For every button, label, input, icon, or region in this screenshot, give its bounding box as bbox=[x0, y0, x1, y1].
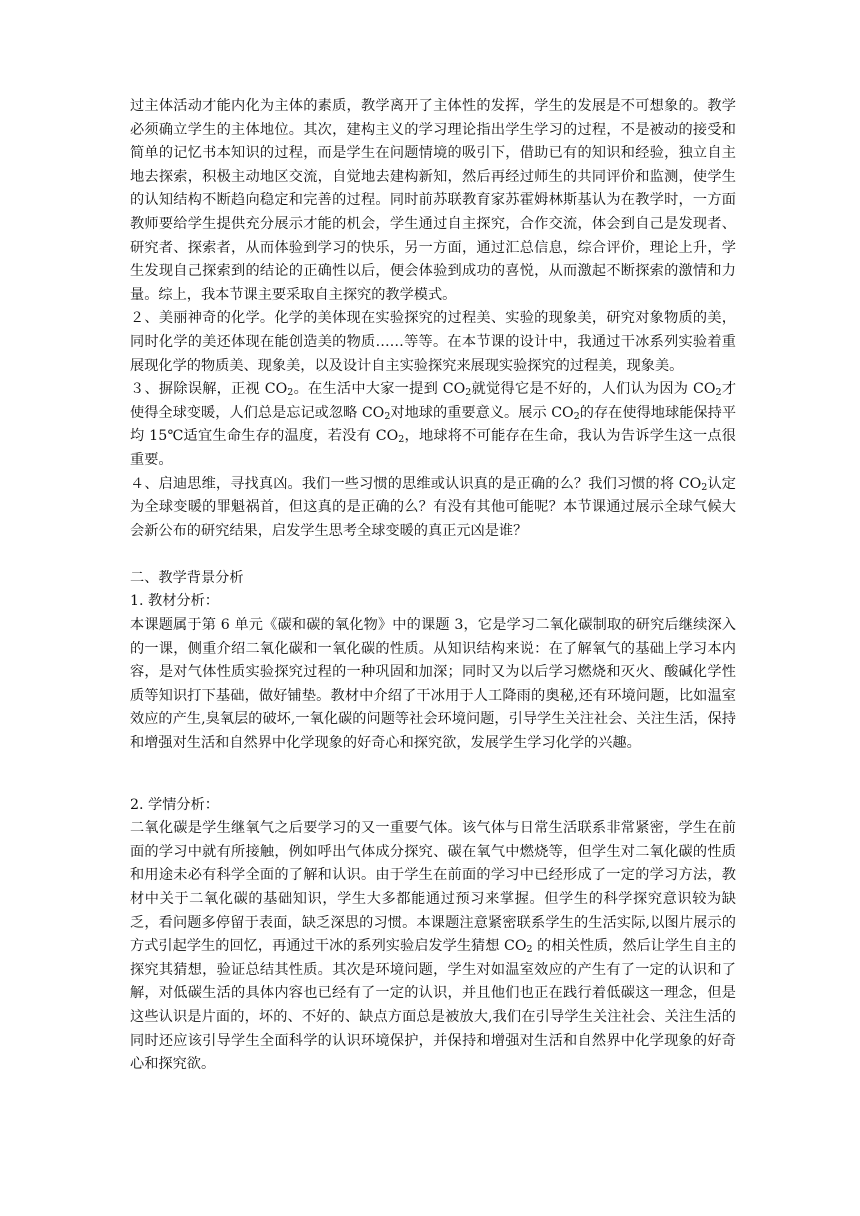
point-3-paragraph: ３、摒除误解，正视 $CO_2$。在生活中大家一提到 $CO_2$就觉得它是不好的，人们认为因为 $CO_2$才使得全球变暖，人们总是忘记或忽略 $CO_2$对地球的重要意义。展示 $CO_2$的存在使得地球能保持平均 15℃适宜生命生存的温度，若没有 $CO_2$，地球将不可能存在生命，我认为告诉学生这一点很重要。 bbox=[130, 381, 737, 468]
intro-paragraph: 过主体活动才能内化为主体的素质，教学离开了主体性的发挥，学生的发展是不可想象的。教学必须确立学生的主体地位。其次，建构主义的学习理论指出学生学习的过程，不是被动的接受和简单的记忆书本知识的过程，而是学生在问题情境的吸引下，借助已有的知识和经验，独立自主地去探索，积极主动地区交流，自觉地去建构新知，然后再经过师生的共同评价和监测，使学生的认知结构不断趋向稳定和完善的过程。同时前苏联教育家苏霍姆林斯基认为在教学时，一方面教师要给学生提供充分展示才能的机会，学生通过自主探究，合作交流，体会到自己是发现者、研究者、探索者，从而体验到学习的快乐，另一方面，通过汇总信息，综合评价，理论上升，学生发现自己探索到的结论的正确性以后，便会体验到成功的喜悦，从而激起不断探索的激情和力量。综上，我本节课主要采取自主探究的教学模式。 bbox=[130, 98, 736, 303]
student-analysis-paragraph: 二氧化碳是学生继氧气之后要学习的又一重要气体。该气体与日常生活联系非常紧密，学生在前面的学习中就有所接触，例如呼出气体成分探究、碳在氧气中燃烧等，但学生对二氧化碳的性质和用途未必有科学全面的了解和认识。由于学生在前面的学习中已经形成了一定的学习方法，教材中关于二氧化碳的基础知识，学生大多都能通过预习来掌握。但学生的科学探究意识较为缺乏，看问题多停留于表面，缺乏深思的习惯。本课题注意紧密联系学生的生活实际,以图片展示的方式引起学生的回忆，再通过干冰的系列实验启发学生猜想 $CO_2$ 的相关性质，然后让学生自主的探究其猜想，验证总结其性质。其次是环境问题，学生对如温室效应的产生有了一定的认识和了解，对低碳生活的具体内容也已经有了一定的认识，并且他们也正在践行着低碳这一理念，但是这些认识是片面的，坏的、不好的、缺点方面总是被放大,我们在引导学生关注社会、关注生活的同时还应该引导学生全面科学的认识环境保护，并保持和增强对生活和自然界中化学现象的好奇心和探究欲。 bbox=[130, 820, 737, 1073]
spacer bbox=[130, 543, 736, 567]
spacer bbox=[130, 756, 736, 794]
point-2-paragraph: ２、美丽神奇的化学。化学的美体现在实验探究的过程美、实验的现象美，研究对象物质的美，同时化学的美还体现在能创造美的物质……等等。在本节课的设计中，我通过干冰系列实验着重展现化学的物质美、现象美，以及设计自主实验探究来展现实验探究的过程美，现象美。 bbox=[130, 310, 736, 374]
subsection-title-students: 2. 学情分析： bbox=[130, 796, 219, 813]
point-4-paragraph: ４、启迪思维，寻找真凶。我们一些习惯的思维或认识真的是正确的么？我们习惯的将 $CO_2$认定为全球变暖的罪魁祸首，但这真的是正确的么？有没有其他可能呢？本节课通过展示全球气候大会新公布的研究结果，启发学生思考全球变暖的真正元凶是谁？ bbox=[130, 475, 736, 539]
document-page bbox=[130, 95, 736, 1077]
subsection-title-textbook: 1. 教材分析： bbox=[130, 593, 219, 610]
section-heading: 二、教学背景分析 bbox=[130, 569, 244, 586]
textbook-analysis-paragraph: 本课题属于第 6 单元《碳和碳的氧化物》中的课题 3，它是学习二氧化碳制取的研究后继续深入的一课，侧重介绍二氧化碳和一氧化碳的性质。从知识结构来说：在了解氧气的基础上学习本内容，是对气体性质实验探究过程的一种巩固和加深；同时又为以后学习燃烧和灭火、酸碱化学性质等知识打下基础，做好铺垫。教材中介绍了干冰用于人工降雨的奥秘,还有环境问题，比如温室效应的产生,臭氧层的破坏,一氧化碳的问题等社会环境问题，引导学生关注社会、关注生活，保持和增强对生活和自然界中化学现象的好奇心和探究欲，发展学生学习化学的兴趣。 bbox=[130, 617, 736, 752]
